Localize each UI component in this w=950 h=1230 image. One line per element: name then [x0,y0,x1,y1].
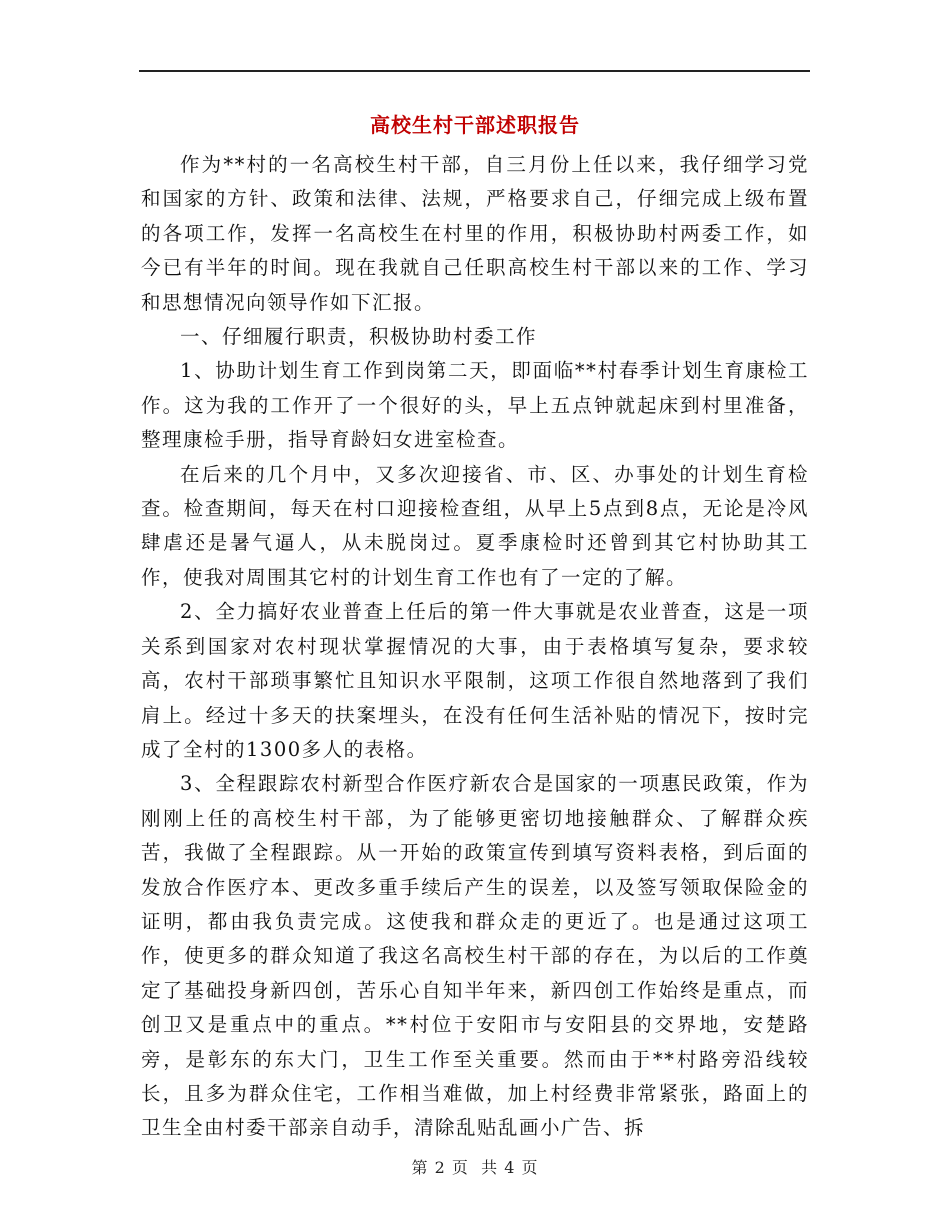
footer-page-suffix: 页 [521,1158,539,1177]
document-body [141,148,809,1146]
footer-page-mid: 页 共 [451,1158,499,1177]
footer-page-number: 2 [434,1158,446,1177]
document-title: 高校生村干部述职报告 [370,113,580,137]
paragraph-rural-medical: 3、全程跟踪农村新型合作医疗新农合是国家的一项惠民政策，作为刚刚上任的高校生村干部，为了能够更密切地接触群众、了解群众疾苦，我做了全程跟踪。从一开始的政策宣传到填写资料表格，到后面的发放合作医疗本、更改多重手续后产生的误差，以及签写领取保险金的证明，都由我负责完成。这使我和群众走的更近了。也是通过这项工作，使更多的群众知道了我这名高校生村干部的存在，为以后的工作奠定了基础投身新四创，苦乐心自知半年来，新四创工作始终是重点，而创卫又是重点中的重点。**村位于安阳市与安阳县的交界地，安楚路旁，是彰东的东大门，卫生工作至关重要。然而由于**村路旁沿线较长，且多为群众住宅，工作相当难做，加上村经费非常紧张，路面上的卫生全由村委干部亲自动手，清除乱贴乱画小广告、拆 [141,772,809,1140]
paragraph-family-planning: 1、协助计划生育工作到岗第二天，即面临**村春季计划生育康检工作。这为我的工作开了一个很好的头，早上五点钟就起床到村里准备，整理康检手册，指导育龄妇女进室检查。 [141,359,809,452]
paragraph-intro: 作为**村的一名高校生村干部，自三月份上任以来，我仔细学习党和国家的方针、政策和法律、法规，严格要求自己，仔细完成上级布置的各项工作，发挥一名高校生在村里的作用，积极协助村两委工作，如今已有半年的时间。现在我就自己任职高校生村干部以来的工作、学习和思想情况向领导作如下汇报。 [141,153,809,314]
paragraph-agricultural-census: 2、全力搞好农业普查上任后的第一件大事就是农业普查，这是一项关系到国家对农村现状掌握情况的大事，由于表格填写复杂，要求较高，农村干部琐事繁忙且知识水平限制，这项工作很自然地落到了我们肩上。经过十多天的扶案埋头，在没有任何生活补贴的情况下，按时完成了全村的1300多人的表格。 [141,600,809,761]
footer-total-pages: 4 [504,1158,516,1177]
page-footer [0,1155,950,1178]
header-rule [139,70,810,72]
paragraph-inspections: 在后来的几个月中，又多次迎接省、市、区、办事处的计划生育检查。检查期间，每天在村口迎接检查组，从早上5点到8点，无论是冷风肆虐还是暑气逼人，从未脱岗过。夏季康检时还曾到其它村协助其工作，使我对周围其它村的计划生育工作也有了一定的了解。 [141,462,809,589]
footer-page-prefix: 第 [411,1158,429,1177]
section-heading-1: 一、仔细履行职责，积极协助村委工作 [180,325,538,349]
